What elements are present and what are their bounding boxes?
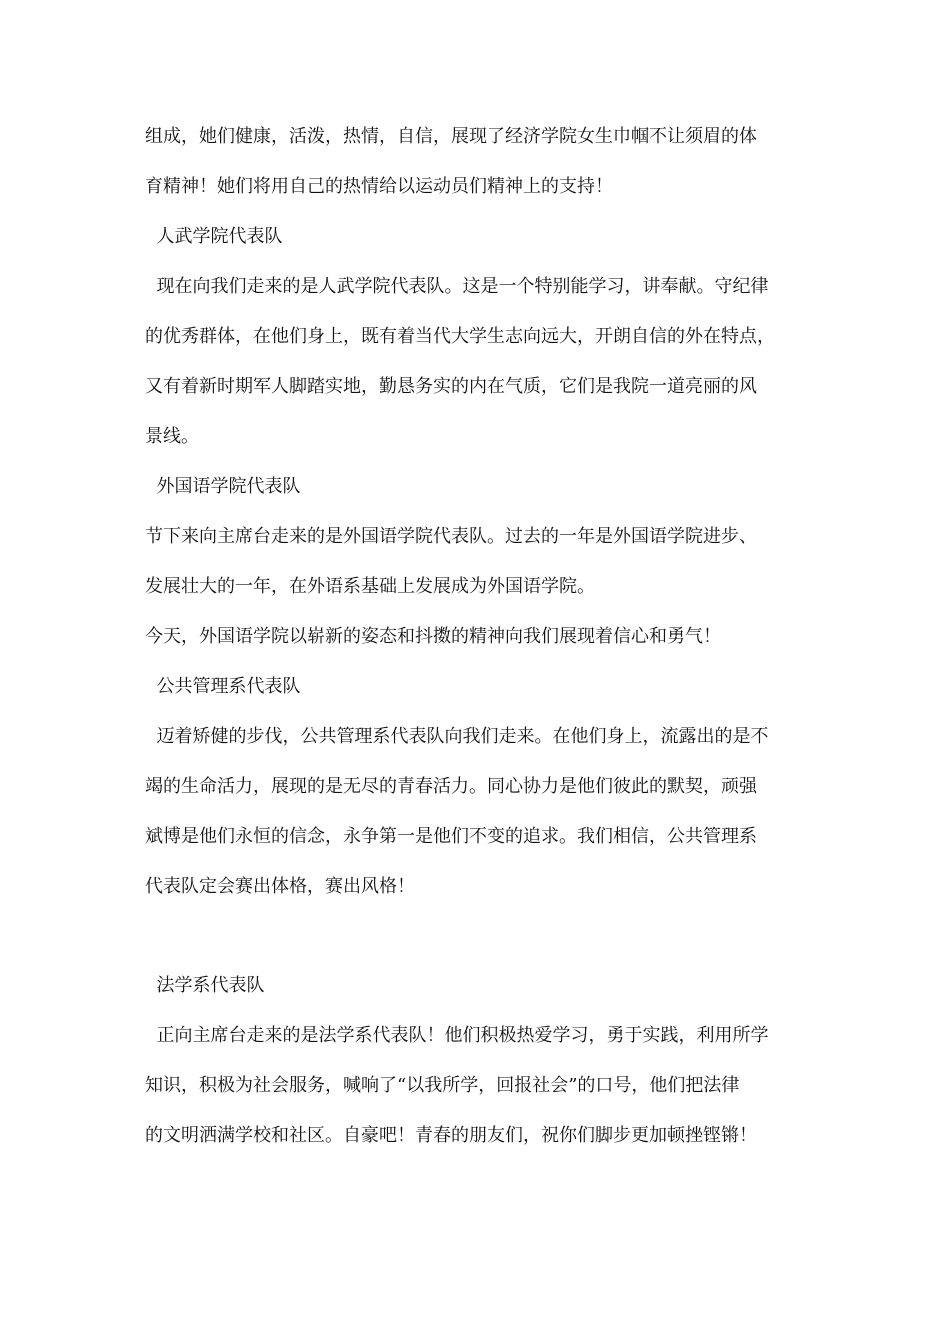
- section-heading: 外国语学院代表队: [145, 476, 301, 497]
- text-line: 节下来向主席台走来的是外国语学院代表队。过去的一年是外国语学院进步、: [145, 526, 757, 547]
- text-line: 现在向我们走来的是人武学院代表队。这是一个特别能学习，讲奉献。守纪律: [145, 276, 769, 297]
- text-line: 竭的生命活力，展现的是无尽的青春活力。同心协力是他们彼此的默契，顽强: [145, 776, 757, 797]
- text-line: 组成，她们健康，活泼，热情，自信，展现了经济学院女生巾帼不让须眉的体: [145, 126, 757, 147]
- text-line: 迈着矫健的步伐，公共管理系代表队向我们走来。在他们身上，流露出的是不: [145, 726, 769, 747]
- text-line: 今天，外国语学院以崭新的姿态和抖擞的精神向我们展现着信心和勇气！: [145, 626, 721, 647]
- section-heading: 公共管理系代表队: [145, 676, 301, 697]
- text-line: 又有着新时期军人脚踏实地，勤恳务实的内在气质，它们是我院一道亮丽的风: [145, 376, 757, 397]
- text-line: 知识，积极为社会服务，喊响了“以我所学，回报社会”的口号，他们把法律: [145, 1075, 740, 1096]
- text-line: 的优秀群体，在他们身上，既有着当代大学生志向远大，开朗自信的外在特点，: [145, 326, 775, 347]
- text-line: 的文明洒满学校和社区。自豪吧！青春的朋友们，祝你们脚步更加顿挫铿锵！: [145, 1125, 757, 1146]
- text-line: 正向主席台走来的是法学系代表队！他们积极热爱学习，勇于实践，利用所学: [145, 1025, 769, 1046]
- text-line: 斌博是他们永恒的信念，永争第一是他们不变的追求。我们相信，公共管理系: [145, 826, 757, 847]
- section-heading: 法学系代表队: [145, 975, 265, 996]
- text-line: 发展壮大的一年，在外语系基础上发展成为外国语学院。: [145, 576, 595, 597]
- text-line: 育精神！她们将用自己的热情给以运动员们精神上的支持！: [145, 176, 613, 197]
- text-line: 代表队定会赛出体格，赛出风格！: [145, 876, 415, 897]
- text-line: 景线。: [145, 426, 199, 447]
- section-heading: 人武学院代表队: [145, 226, 283, 247]
